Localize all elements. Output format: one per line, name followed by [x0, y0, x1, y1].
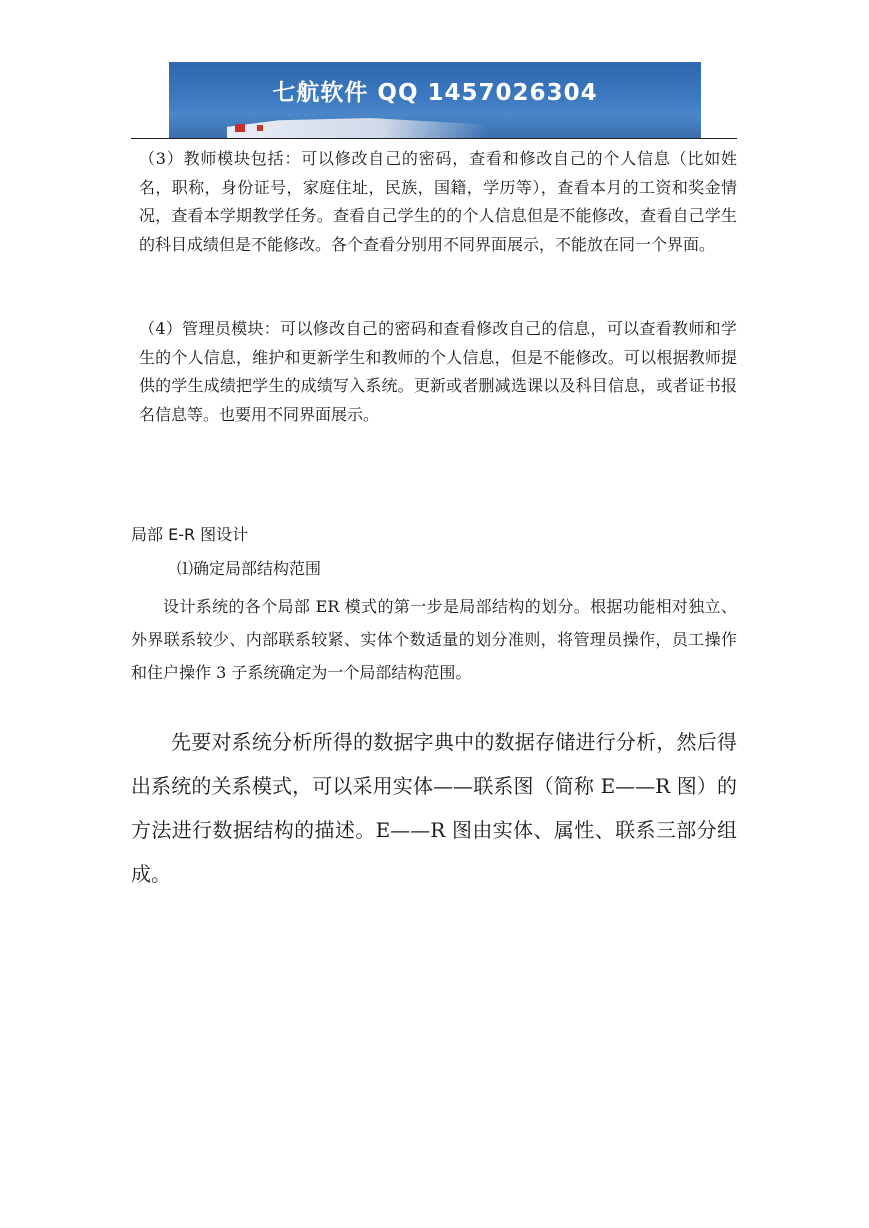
ship-detail [257, 125, 263, 131]
analysis-paragraph: 先要对系统分析所得的数据字典中的数据存储进行分析，然后得出系统的关系模式，可以采用实体——联系图（简称 E——R 图）的方法进行数据结构的描述。E——R 图由实体、属性、联系三部分组成。 [131, 730, 737, 886]
section-body-paragraph: 设计系统的各个局部 ER 模式的第一步是局部结构的划分。根据功能相对独立、外界联系较少、内部联系较紧、实体个数适量的划分准则，将管理员操作，员工操作和住户操作 3 子系统确定为一个局部结构范围。 [131, 597, 737, 682]
ship-detail [235, 124, 245, 132]
section-heading: 局部 E-R 图设计 [131, 525, 249, 544]
header-banner-image [169, 62, 701, 138]
header-rule [131, 138, 737, 139]
teacher-module-paragraph: （3）教师模块包括：可以修改自己的密码，查看和修改自己的个人信息（比如姓名，职称，身份证号，家庭住址，民族，国籍，学历等），查看本月的工资和奖金情况，查看本学期教学任务。查看自己学生的的个人信息但是不能修改，查看自己学生的科目成绩但是不能修改。各个查看分别用不同界面展示，不能放在同一个界面。 [139, 149, 737, 254]
ship-illustration [227, 118, 487, 138]
admin-module-paragraph: （4）管理员模块：可以修改自己的密码和查看修改自己的信息，可以查看教师和学生的个人信息，维护和更新学生和教师的个人信息，但是不能修改。可以根据教师提供的学生成绩把学生的成绩写入系统。更新或者删减选课以及科目信息，或者证书报名信息等。也要用不同界面展示。 [139, 319, 737, 424]
section-subheading: ⑴确定局部结构范围 [177, 559, 322, 578]
banner-text: 七航软件 QQ 1457026304 [272, 80, 598, 106]
